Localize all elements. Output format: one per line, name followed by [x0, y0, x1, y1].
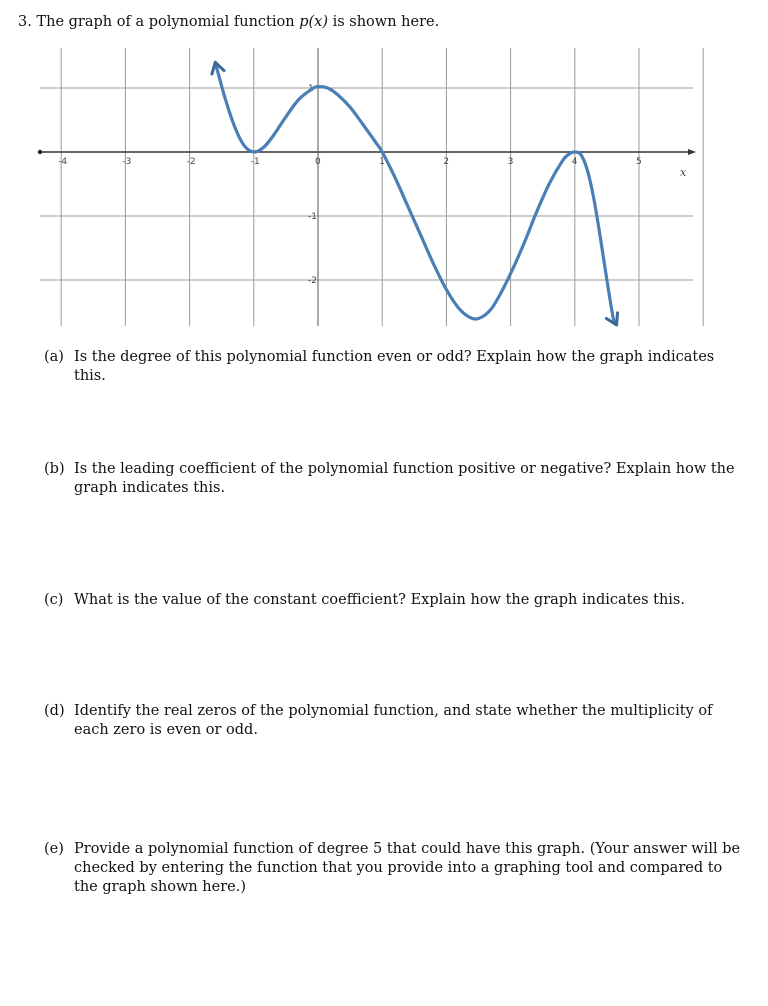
x-tick-label: 3 [507, 157, 514, 167]
problem-number: 3. [18, 14, 32, 30]
x-tick-label: -4 [58, 157, 68, 167]
part-label: (a) [44, 349, 64, 365]
x-tick-label: 4 [571, 157, 578, 167]
x-tick-label: 0 [315, 157, 321, 167]
x-tick-label: -3 [122, 157, 132, 167]
part-text: Provide a polynomial function of degree 5 that could have this graph. (Your answer will be checked by entering the function that you provide into a graphing tool and compared to the graph shown here.) [74, 841, 741, 895]
x-tick-label: 2 [443, 157, 450, 167]
part-text: Is the degree of this polynomial function even or odd? Explain how the graph indicates this. [74, 349, 715, 384]
grid-lines [40, 48, 703, 326]
question-part-c [44, 591, 744, 610]
question-part-a [44, 348, 744, 386]
x-tick-label: -2 [186, 157, 196, 167]
part-text: What is the value of the constant coefficient? Explain how the graph indicates this. [74, 592, 685, 608]
part-label: (d) [44, 703, 65, 719]
polynomial-graph [0, 0, 768, 340]
polynomial-curve [215, 62, 616, 324]
curve-group [212, 62, 618, 324]
function-name: p(x) [299, 14, 328, 30]
y-tick-label: -2 [308, 276, 317, 286]
part-label: (c) [44, 592, 64, 608]
x-tick-label: 5 [636, 157, 642, 167]
x-axis-label: x [680, 166, 687, 179]
part-label: (e) [44, 841, 64, 857]
x-tick-label: 1 [379, 157, 385, 167]
y-tick-label: 1 [308, 84, 314, 94]
part-label: (b) [44, 461, 65, 477]
part-text: Is the leading coefficient of the polynomial function positive or negative? Explain how the graph indicates this. [74, 461, 735, 496]
problem-intro-before: The graph of a polynomial function [36, 14, 295, 30]
x-axis-left-dot [38, 150, 42, 154]
part-text: Identify the real zeros of the polynomial function, and state whether the multiplicity of each zero is even or odd. [74, 703, 713, 738]
problem-intro-after: is shown here. [332, 14, 440, 30]
question-part-e [44, 840, 744, 897]
x-tick-label: -1 [250, 157, 260, 167]
y-tick-label: -1 [308, 212, 317, 222]
tick-labels [58, 84, 687, 286]
question-part-d [44, 702, 744, 740]
axes [38, 48, 696, 326]
x-axis-arrow [688, 149, 696, 155]
question-part-b [44, 460, 744, 498]
